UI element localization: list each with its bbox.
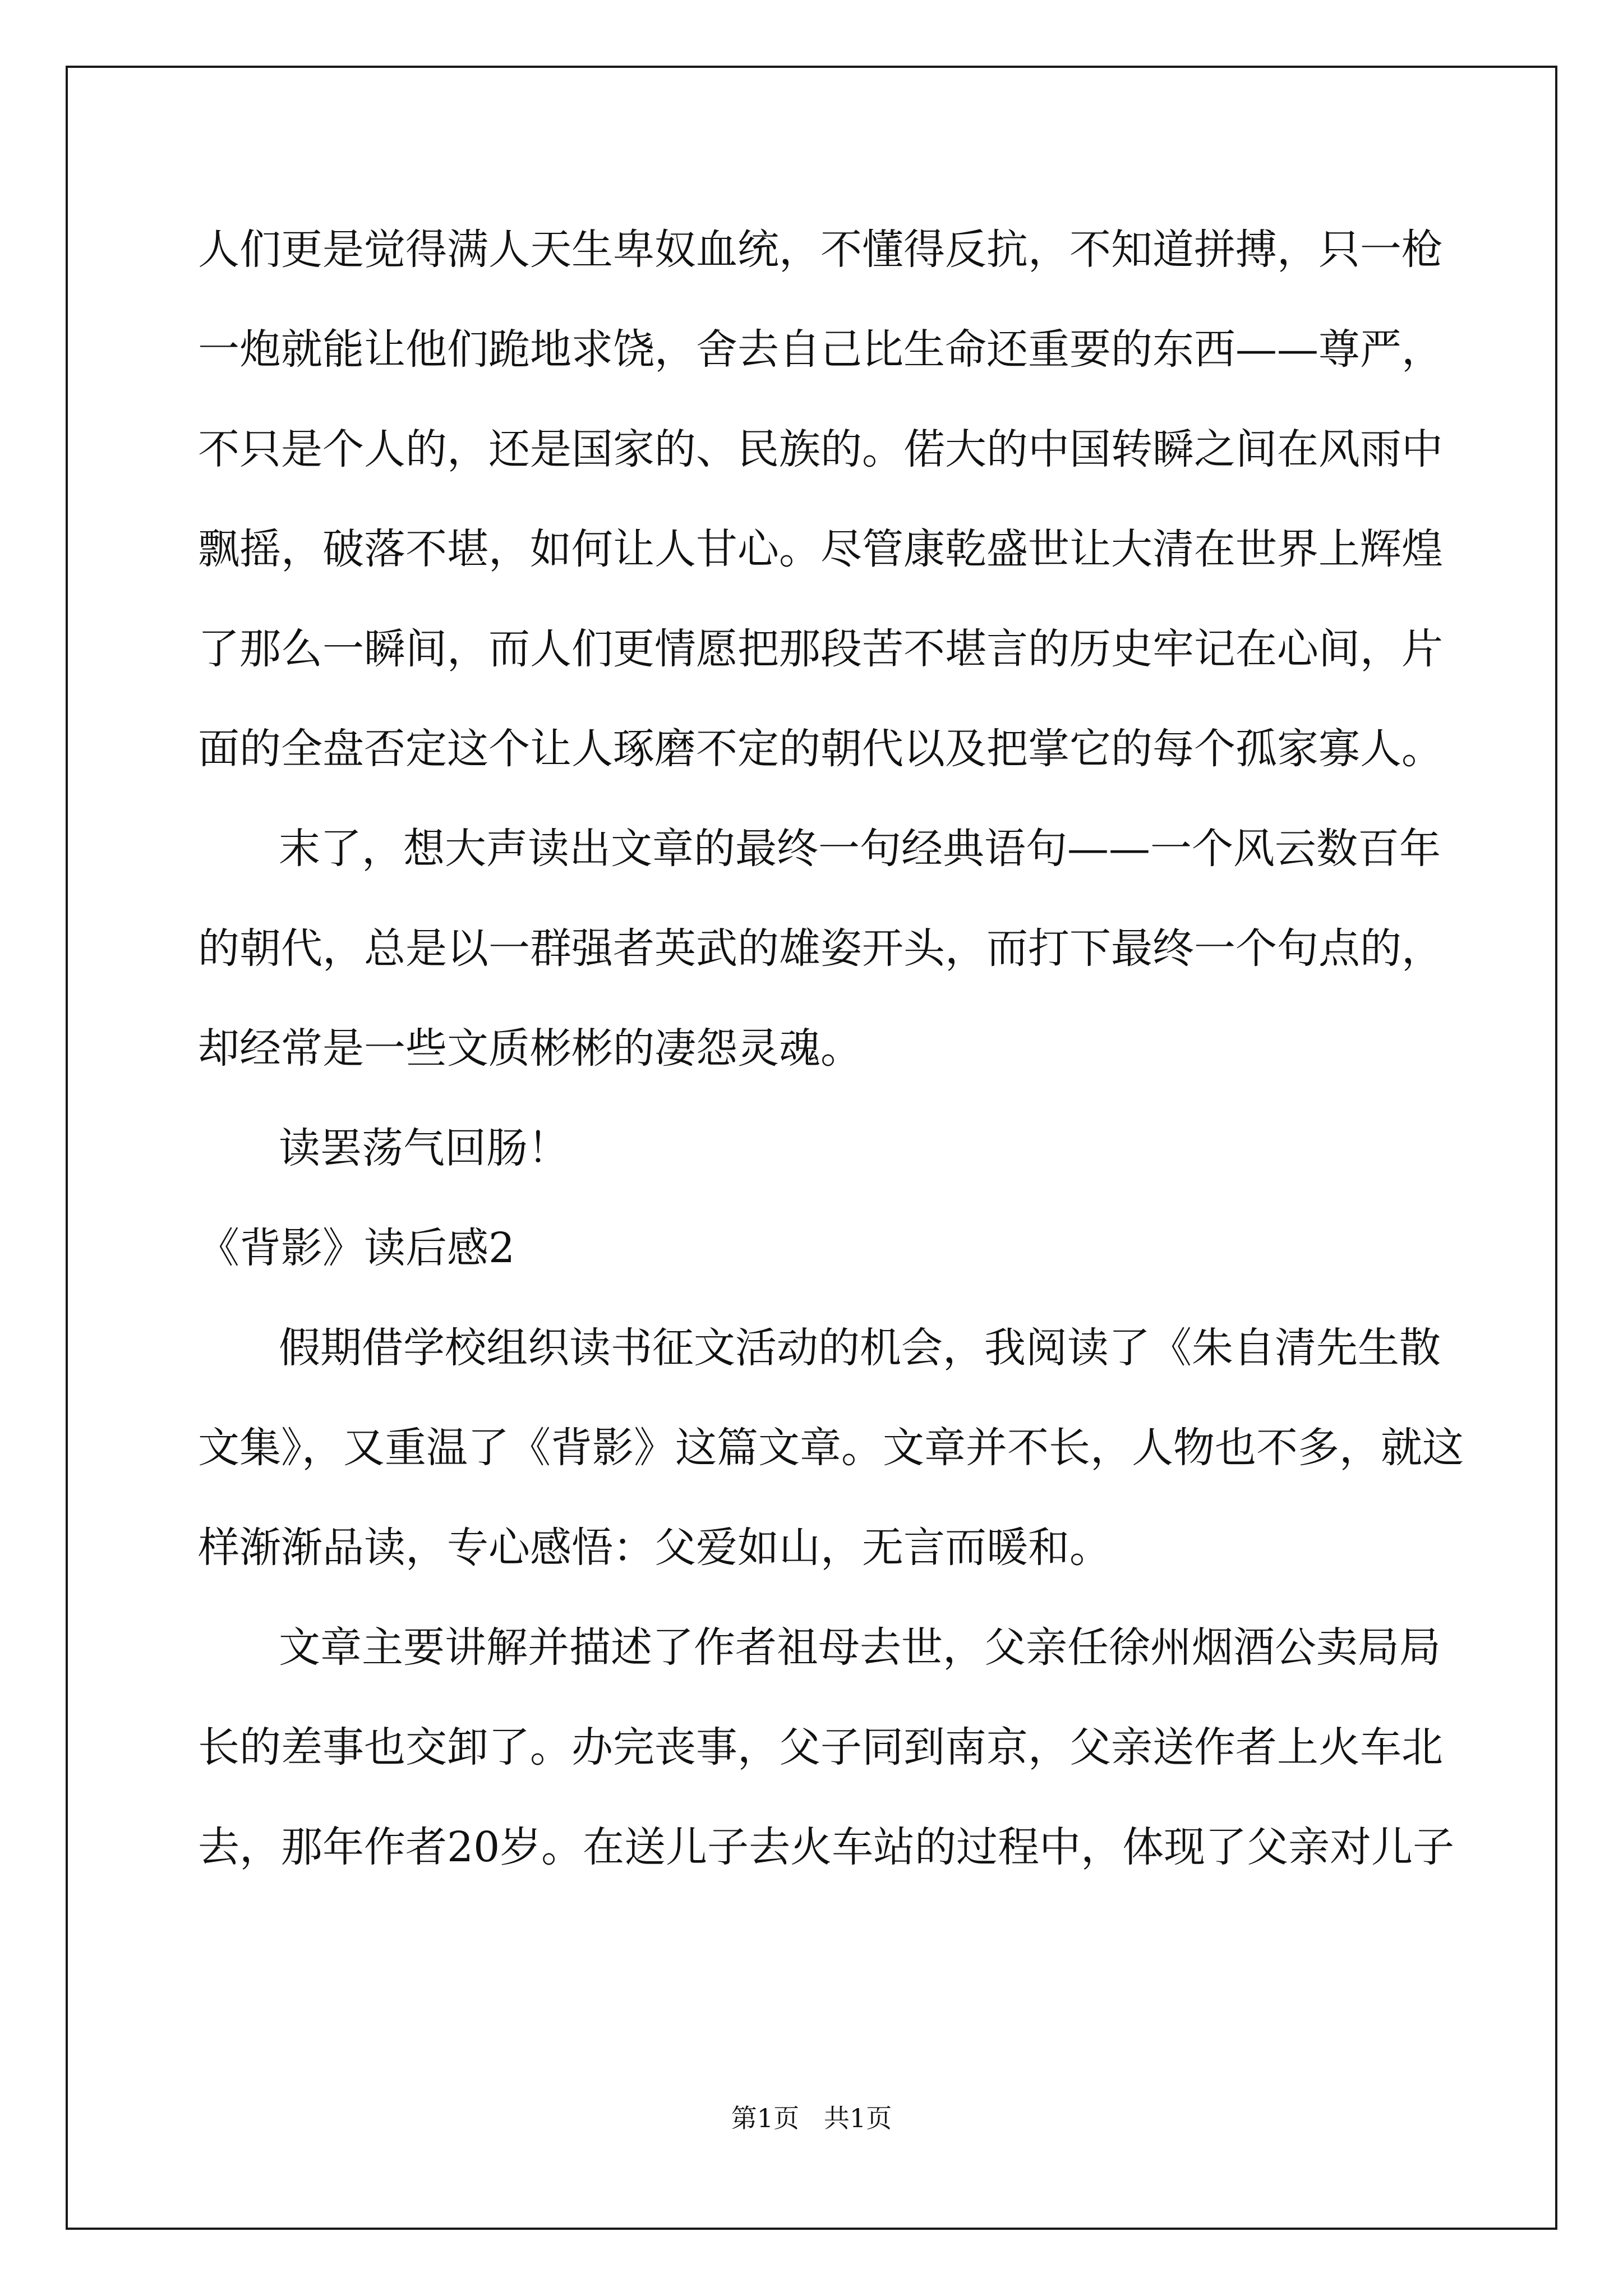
paragraph-start-line: 文章主要讲解并描述了作者祖母去世，父亲任徐州烟酒公卖局局: [279, 1623, 1441, 1672]
paragraph-start-line: 末了，想大声读出文章的最终一句经典语句——一个风云数百年: [279, 825, 1441, 873]
text-line: 了那么一瞬间，而人们更情愿把那段苦不堪言的历史牢记在心间，片: [198, 625, 1443, 673]
text-line: 样渐渐品读，专心感悟：父爱如山，无言而暖和。: [198, 1524, 1111, 1572]
text-line: 的朝代，总是以一群强者英武的雄姿开头，而打下最终一个句点的，: [198, 924, 1443, 973]
text-line: 却经常是一些文质彬彬的凄怨灵魂。: [198, 1024, 862, 1073]
text-line: 面的全盘否定这个让人琢磨不定的朝代以及把掌它的每个孤家寡人。: [198, 725, 1443, 773]
text-line: 飘摇，破落不堪，如何让人甘心。尽管康乾盛世让大清在世界上辉煌: [198, 525, 1443, 573]
section-title: 《背影》读后感2: [198, 1224, 515, 1272]
text-line: 长的差事也交卸了。办完丧事，父子同到南京，父亲送作者上火车北: [198, 1723, 1443, 1772]
text-line: 文集》，又重温了《背影》这篇文章。文章并不长，人物也不多，就这: [198, 1424, 1464, 1472]
paragraph-start-line: 读罢荡气回肠！: [279, 1124, 569, 1172]
text-line: 人们更是觉得满人天生卑奴血统，不懂得反抗，不知道拼搏，只一枪: [198, 226, 1443, 274]
text-line: 去，那年作者20岁。在送儿子去火车站的过程中，体现了父亲对儿子: [198, 1823, 1455, 1871]
page-footer: 第1页 共1页: [731, 2103, 892, 2133]
text-line: 不只是个人的，还是国家的、民族的。偌大的中国转瞬之间在风雨中: [198, 425, 1443, 473]
paragraph-start-line: 假期借学校组织读书征文活动的机会，我阅读了《朱自清先生散: [279, 1324, 1441, 1372]
text-line: 一炮就能让他们跪地求饶，舍去自己比生命还重要的东西——尊严，: [198, 325, 1443, 374]
